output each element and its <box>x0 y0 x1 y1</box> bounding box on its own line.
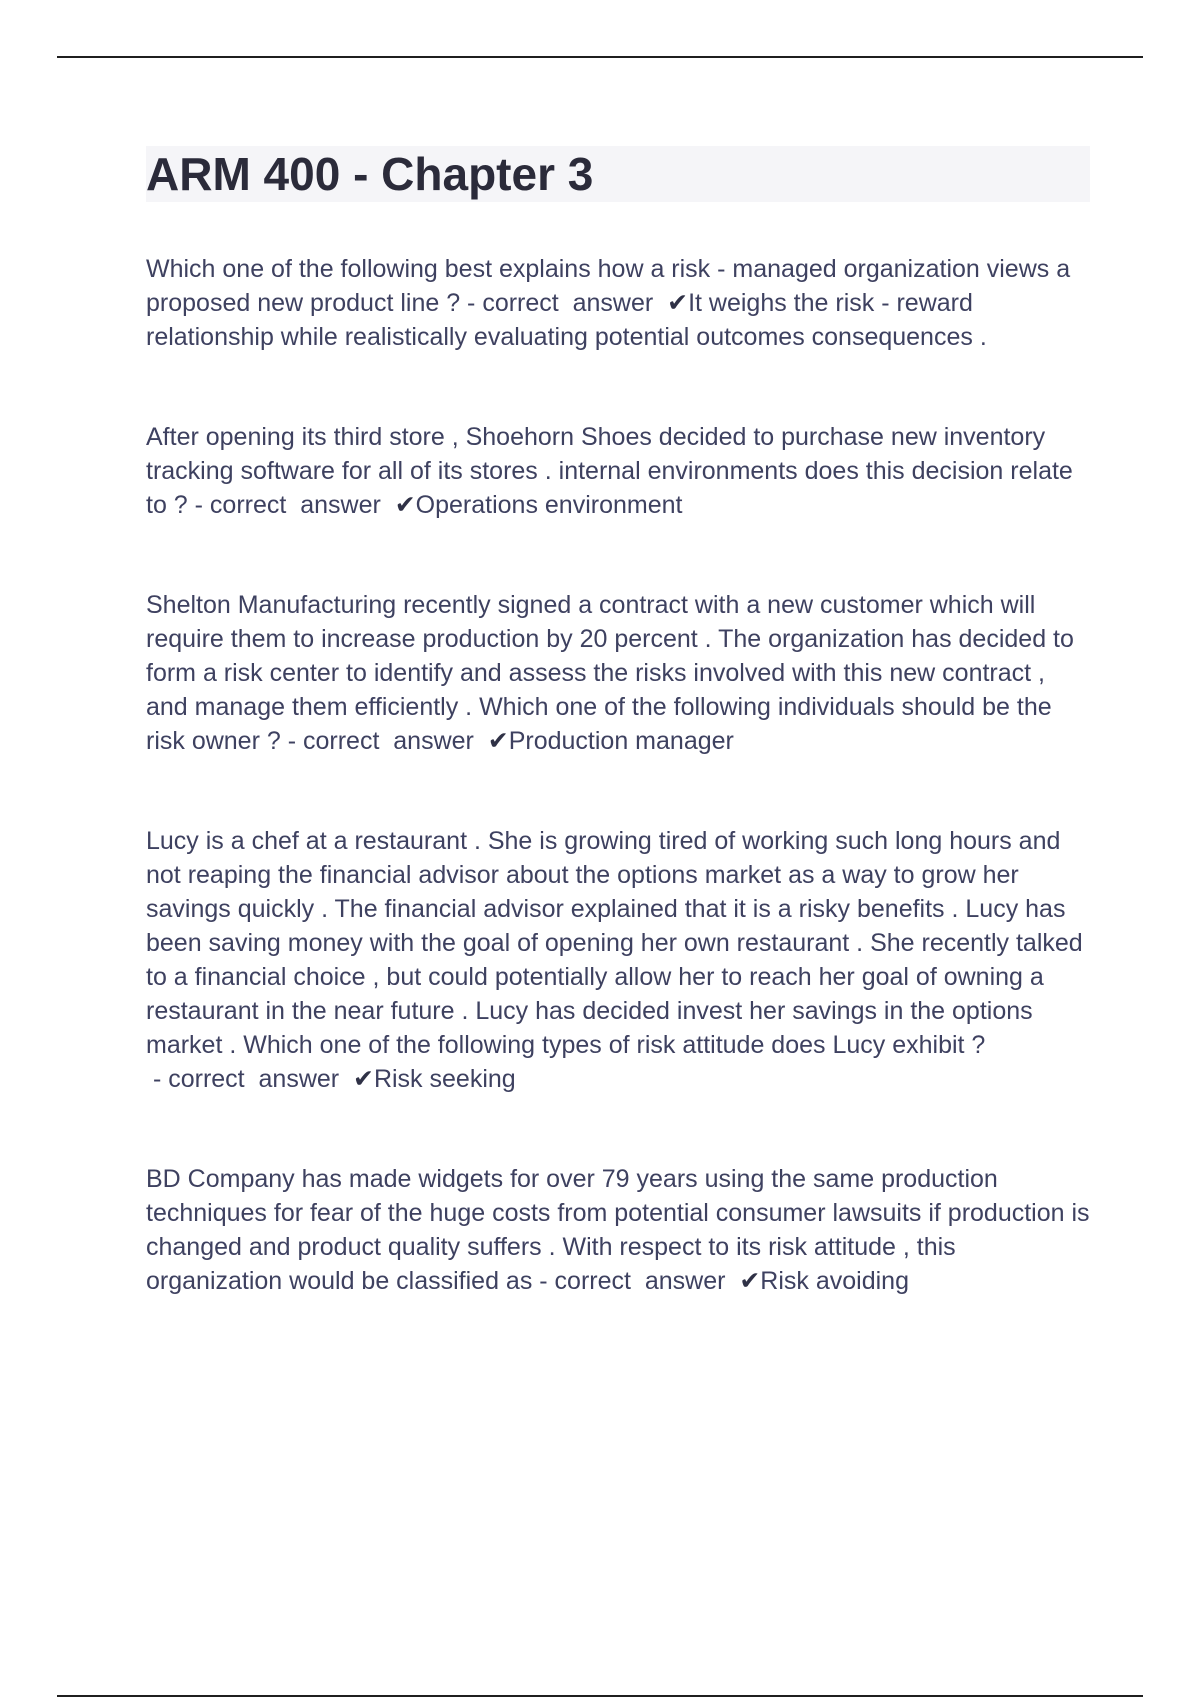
qa-item <box>146 252 1090 354</box>
answer-separator: - correct answer <box>532 1267 740 1295</box>
answer-separator: - correct answer <box>460 289 668 317</box>
bottom-rule <box>57 1695 1143 1697</box>
qa-item <box>146 588 1090 758</box>
page-title: ARM 400 - Chapter 3 <box>146 148 594 200</box>
answer-separator: - correct answer <box>280 727 488 755</box>
question-text: Lucy is a chef at a restaurant . She is growing tired of working such long hours and not reaping the financial advisor about the options market as a way to grow her savings quickly . The financial advisor explained that it is a risky benefits . Lucy has been saving money with the goal of opening her own restaurant . She recently talked to a financial choice , but could potentially allow her to reach her goal of owning a restaurant in the near future . Lucy has decided invest her savings in the options market . Which one of the following types of risk attitude does Lucy exhibit ? <box>146 827 1083 1059</box>
answer-text: Risk avoiding <box>760 1267 909 1295</box>
question-text: Which one of the following best explains how a risk - managed organization views a proposed new product line ? <box>146 255 1071 317</box>
qa-item <box>146 420 1090 522</box>
qa-list <box>146 252 1090 1364</box>
check-icon: ✔ <box>353 1065 374 1093</box>
question-text: Shelton Manufacturing recently signed a contract with a new customer which will require them to increase production by 20 percent . The organization has decided to form a risk center to identify and assess the risks involved with this new contract , and manage them efficiently . Which one of the following individuals should be the risk owner ? <box>146 591 1074 755</box>
check-icon: ✔ <box>739 1267 761 1295</box>
qa-item <box>146 1162 1090 1298</box>
answer-text: Risk seeking <box>373 1065 516 1093</box>
question-text: BD Company has made widgets for over 79 years using the same production techniques for fear of the huge costs from potential consumer lawsuits if production is changed and product quality suffers . With respect to its risk attitude , this organization would be classified as <box>146 1165 1090 1295</box>
qa-item <box>146 824 1090 1096</box>
answer-text: Production manager <box>508 727 734 755</box>
answer-text: Operations environment <box>415 491 683 519</box>
check-icon: ✔ <box>667 289 689 317</box>
question-text: After opening its third store , Shoehorn Shoes decided to purchase new inventory tracking software for all of its stores . internal environments does this decision relate to ? <box>146 423 1073 519</box>
top-rule <box>57 56 1143 58</box>
check-icon: ✔ <box>487 727 509 755</box>
check-icon: ✔ <box>394 491 416 519</box>
answer-separator: - correct answer <box>187 491 395 519</box>
answer-separator: - correct answer <box>146 1065 353 1093</box>
answer-text: It weighs the risk - reward relationship while realistically evaluating potential outcomes consequences . <box>146 289 987 351</box>
